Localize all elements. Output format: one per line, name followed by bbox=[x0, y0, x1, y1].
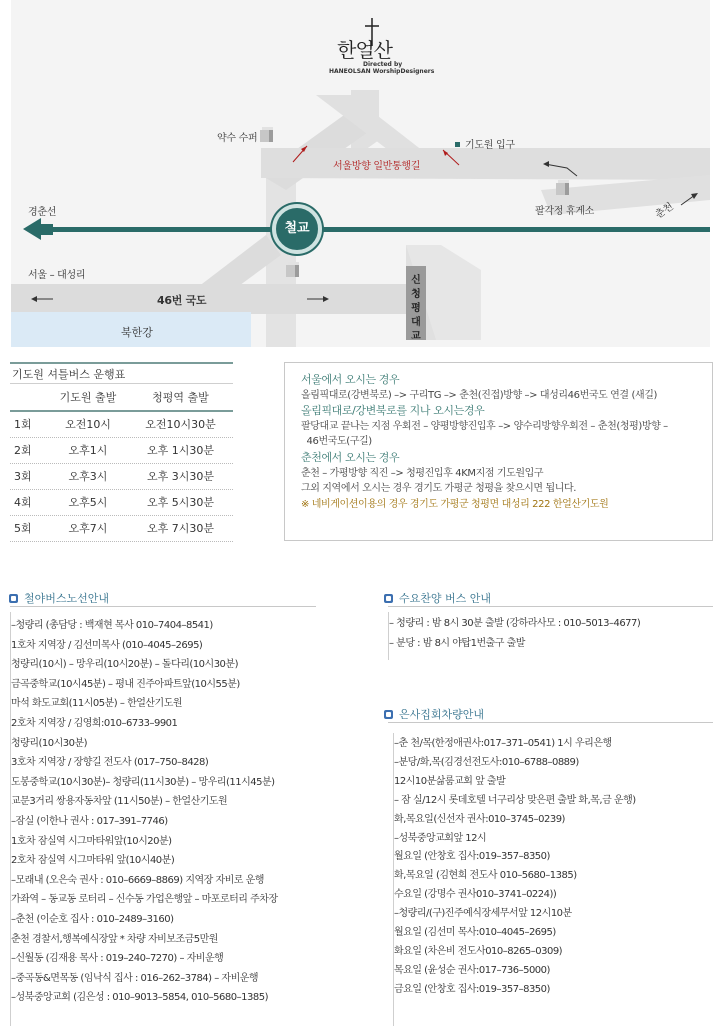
shuttle-title: 기도원 셔틀버스 운행표 bbox=[10, 362, 233, 384]
table-row bbox=[10, 412, 233, 438]
table-cell: 오후5시 bbox=[68, 496, 108, 509]
directions-text: 그외 지역에서 오시는 경우 경기도 가평군 청평을 찾으시면 됩니다. bbox=[301, 483, 577, 495]
list-item: –성북중앙교회 (김은성 : 010–9013–5854, 010–5680–1385) bbox=[11, 992, 268, 1004]
list-item: –춘 천/목(한정애권사:017–371–0541) 1시 우리은행 bbox=[394, 738, 612, 749]
list-item: 도봉중학교(10시30분)– 청량리(11시30분) – 망우리(11시45분) bbox=[11, 776, 275, 788]
label-yaksu: 약수 수퍼 bbox=[217, 133, 258, 144]
logo-designer-text: HANEOLSAN WorshipDesigners bbox=[329, 68, 435, 75]
bullet-icon bbox=[9, 594, 18, 603]
building-icon bbox=[260, 127, 273, 142]
list-item: 화,목요일(신선자 권사:010–3745–0239) bbox=[394, 813, 565, 825]
list-item: 2호차 지역장 / 김영희:010–6733–9901 bbox=[11, 717, 178, 729]
table-row bbox=[10, 490, 233, 516]
list-item: 마석 화도교회(11시05분) – 한얼산기도원 bbox=[11, 698, 183, 710]
square-marker-icon bbox=[455, 142, 460, 147]
list-item: –신월동 (김재용 목사 : 019–240–7270) – 자비운행 bbox=[11, 953, 224, 965]
label-route46: 46번 국도 bbox=[157, 294, 207, 307]
building-icon bbox=[556, 180, 569, 195]
table-cell: 오후 1시30분 bbox=[147, 444, 214, 457]
list-item: 가좌역 – 동교동 로터리 – 신수동 가업은행앞 – 마포로터리 주차장 bbox=[11, 894, 278, 906]
section-title-choir-bus bbox=[384, 590, 491, 606]
list-item: 청량리(10시30분) bbox=[11, 737, 88, 749]
table-row bbox=[10, 464, 233, 490]
list-item: 춘천 경찰서,행복예식장앞 * 차량 자비보조금5만원 bbox=[11, 933, 218, 945]
label-palgakjeong: 팔각정 휴게소 bbox=[535, 206, 595, 217]
list-item: –춘천 (이순호 집사 : 010–2489–3160) bbox=[11, 913, 174, 925]
choir-bus-list bbox=[388, 612, 713, 660]
logo-sub-text: Directed by bbox=[363, 61, 403, 68]
table-cell: 5회 bbox=[14, 522, 32, 535]
table-cell: 오후3시 bbox=[68, 470, 108, 483]
list-item: 금곡중학교(10시45분) – 평내 진주아파트앞(10시55분) bbox=[11, 678, 240, 690]
label-chuncheon: 춘천 bbox=[653, 201, 676, 222]
label-gyeongchunseon: 경춘선 bbox=[28, 207, 57, 218]
label-prayer-entrance bbox=[455, 136, 515, 151]
table-cell: 2회 bbox=[14, 444, 32, 457]
building-icon bbox=[286, 262, 299, 277]
list-item: 2호차 잠실역 시그마타워 앞(10시40분) bbox=[11, 855, 175, 867]
table-row bbox=[10, 516, 233, 542]
list-item: 1호차 지역장 / 김선미목사 (010–4045–2695) bbox=[11, 639, 203, 651]
directions-heading: 서울에서 오시는 경우 bbox=[301, 373, 400, 386]
label-sinchung-bridge bbox=[408, 274, 424, 344]
list-item: –청량리/(구)진주예식장세무서앞 12시10분 bbox=[394, 908, 572, 920]
logo-main-text: 한얼산 bbox=[337, 38, 392, 62]
list-item: 화요일 (차은비 전도사010–8265–0309) bbox=[394, 945, 563, 957]
directions-heading: 춘천에서 오시는 경우 bbox=[301, 450, 400, 464]
bullet-icon bbox=[384, 594, 393, 603]
section-title-text: 수요찬양 버스 안내 bbox=[399, 592, 492, 605]
list-item: 목요일 (윤성순 권사:017–736–5000) bbox=[394, 964, 550, 976]
navigation-note: ※ 네비게이션이용의 경우 경기도 가평군 청평면 대성리 222 한얼산기도원 bbox=[301, 498, 609, 510]
list-item: –잠실 (이한나 권사 : 017–391–7746) bbox=[11, 815, 168, 827]
night-bus-list bbox=[10, 612, 316, 1026]
table-cell: 오전10시30분 bbox=[145, 418, 216, 431]
table-cell: 4회 bbox=[14, 496, 32, 509]
list-item: 청량리(10시) – 망우리(10시20분) – 돌다리(10시30분) bbox=[11, 659, 238, 671]
header-cell: 기도원 출발 bbox=[59, 391, 117, 404]
list-item: 월요일 (안창호 집사:019–357–8350) bbox=[394, 851, 550, 863]
list-item: –청량리 (총담당 : 백재현 목사 010–7404–8541) bbox=[11, 620, 213, 631]
prayer-entrance-text: 기도원 입구 bbox=[465, 140, 515, 151]
table-cell: 오후1시 bbox=[68, 444, 108, 457]
list-item: –성북중앙교회앞 12시 bbox=[394, 832, 487, 844]
list-item: –분당/화,목(김경선전도사:010–6788–0889) bbox=[394, 756, 579, 768]
section-title-vehicle bbox=[384, 706, 484, 722]
directions-text: 46번국도(구길) bbox=[301, 436, 372, 448]
list-item: –중곡동&면목동 (임낙식 집사 : 016–262–3784) – 자비운행 bbox=[11, 972, 259, 984]
list-item: – 분당 : 밤 8시 야탑1번출구 출발 bbox=[389, 638, 525, 649]
section-title-text: 은사집회차량안내 bbox=[399, 708, 485, 721]
list-item: 교문3거리 쌍용자동차앞 (11시50분) – 한얼산기도원 bbox=[11, 796, 228, 808]
directions-text: 팔당대교 끝나는 지점 우회전 – 양평방향진입후 –> 양수리방향우회전 – 춘천(청평)방향 – bbox=[301, 420, 668, 432]
directions-text: 춘천 – 가평방향 직진 –> 청평진입후 4KM지점 기도원입구 bbox=[301, 467, 544, 479]
list-item: – 청량리 : 밤 8시 30분 출발 (강하라사모 : 010–5013–4677) bbox=[389, 618, 641, 629]
table-cell: 오전10시 bbox=[65, 418, 111, 431]
table-cell: 1회 bbox=[14, 418, 32, 431]
haneolsan-logo bbox=[329, 18, 435, 78]
directions-text: 올림픽대로(강변북로) –> 구리TG –> 춘천(진접)방향 –> 대성리46번국도 연결 (새길) bbox=[301, 389, 657, 401]
directions-heading: 올림픽대로/강변북로를 지나 오시는경우 bbox=[301, 404, 485, 418]
table-cell: 3회 bbox=[14, 470, 32, 483]
sinchung-char: 평 bbox=[411, 303, 421, 314]
station-label: 철교 bbox=[284, 221, 310, 236]
list-item: – 잠 실/12시 롯데호텔 너구리상 맞은편 출발 화,목,금 운행) bbox=[394, 794, 636, 806]
vehicle-list bbox=[393, 733, 713, 1026]
sinchung-char: 청 bbox=[411, 289, 421, 300]
list-item: 3호차 지역장 / 장향길 전도사 (017–750–8428) bbox=[11, 757, 209, 769]
sinchung-char: 교 bbox=[411, 331, 421, 342]
shuttle-header-row bbox=[10, 384, 233, 412]
directions-box bbox=[284, 362, 713, 541]
section-title-text: 철야버스노선안내 bbox=[24, 592, 110, 605]
divider bbox=[388, 606, 713, 607]
list-item: 12시10분삶룸교회 앞 출발 bbox=[394, 775, 506, 787]
list-item: 금요일 (안창호 집사:019–357–8350) bbox=[394, 983, 550, 995]
sinchung-char: 대 bbox=[411, 317, 421, 328]
divider bbox=[388, 722, 713, 723]
label-bukhangang: 북한강 bbox=[121, 326, 153, 339]
label-seoul-daeseong: 서울 – 대성리 bbox=[28, 270, 86, 281]
shuttle-timetable bbox=[10, 362, 233, 542]
section-title-night-bus bbox=[9, 590, 109, 606]
label-seoul-oneway: 서울방향 일반통행길 bbox=[333, 161, 421, 172]
list-item: 수요일 (강명수 권사010–3741–0224)) bbox=[394, 889, 557, 901]
table-cell: 오후 5시30분 bbox=[147, 496, 214, 509]
table-row bbox=[10, 438, 233, 464]
list-item: 1호차 잠실역 시그마타워앞(10시20분) bbox=[11, 835, 172, 847]
header-cell: 청평역 출발 bbox=[152, 391, 209, 404]
bullet-icon bbox=[384, 710, 393, 719]
table-cell: 오후 7시30분 bbox=[147, 522, 214, 535]
table-cell: 오후 3시30분 bbox=[147, 470, 214, 483]
location-map bbox=[11, 0, 710, 347]
table-cell: 오후7시 bbox=[68, 522, 108, 535]
list-item: 월요일 (김선미 목사:010–4045–2695) bbox=[394, 927, 556, 939]
header-cell bbox=[10, 384, 48, 410]
list-item: –모래내 (오은숙 권사 : 010–6669–8869) 지역장 자비로 운행 bbox=[11, 874, 264, 886]
station-marker bbox=[272, 204, 322, 254]
divider bbox=[10, 606, 316, 607]
sinchung-char: 신 bbox=[411, 275, 421, 286]
list-item: 화,목요일 (김현희 전도사 010–5680–1385) bbox=[394, 870, 577, 882]
